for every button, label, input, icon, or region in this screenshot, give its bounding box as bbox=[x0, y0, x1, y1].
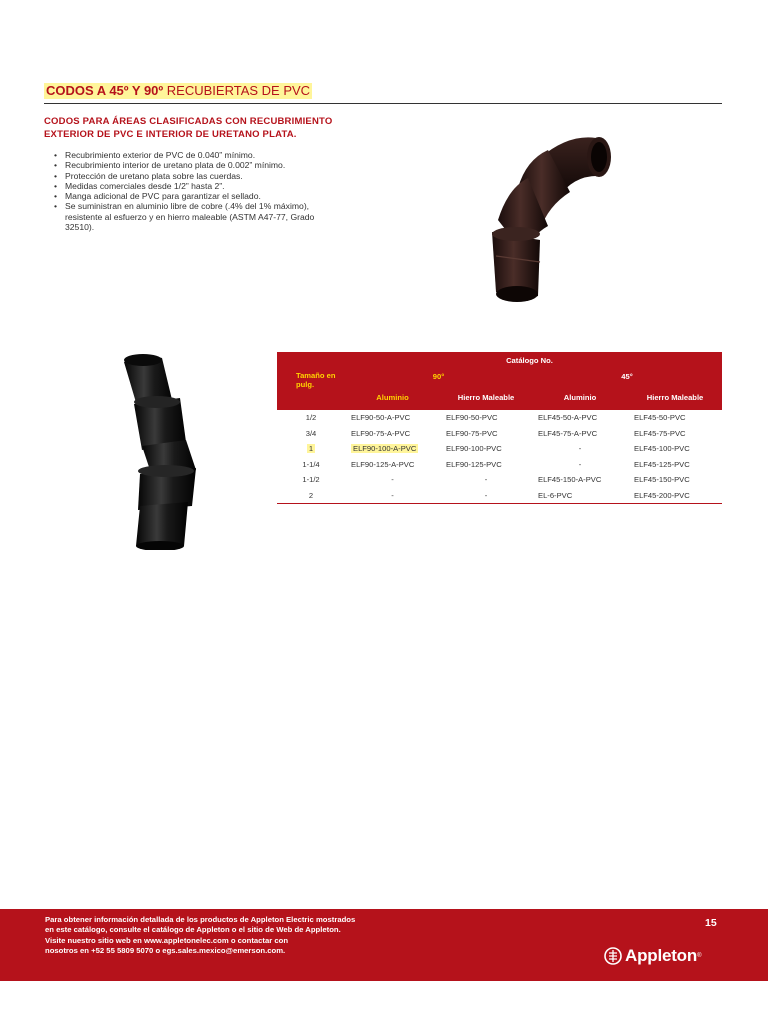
table-row bbox=[277, 457, 722, 473]
page-title bbox=[44, 83, 312, 99]
elbow-90-photo bbox=[478, 128, 618, 308]
feature-item: • Medidas comerciales desde 1/2” hasta 2”. bbox=[54, 181, 344, 191]
catalog-cell: - bbox=[391, 475, 394, 485]
catalog-cell: ELF45-75-PVC bbox=[634, 428, 686, 438]
size-cell: 1-1/4 bbox=[302, 459, 320, 469]
hierro-45-header: Hierro Maleable bbox=[628, 384, 722, 410]
catalog-cell: ELF90-50-PVC bbox=[446, 413, 498, 423]
catalog-cell: ELF90-125-A-PVC bbox=[351, 459, 415, 469]
feature-item: • Recubrimiento exterior de PVC de 0.040” mínimo. bbox=[54, 150, 344, 160]
catalog-cell: ELF45-150-A-PVC bbox=[538, 475, 602, 485]
deg90-header: 90° bbox=[345, 369, 532, 384]
catalog-cell: ELF90-125-PVC bbox=[446, 459, 502, 469]
table-row bbox=[277, 488, 722, 504]
size-header: Tamaño en pulg. bbox=[277, 369, 345, 410]
catalog-cell: ELF45-50-A-PVC bbox=[538, 413, 598, 423]
registered-mark: ® bbox=[697, 953, 702, 959]
catalog-cell: ELF45-150-PVC bbox=[634, 475, 690, 485]
catalog-cell: - bbox=[440, 488, 532, 504]
footer-line: Visite nuestro sitio web en www.appletonelec.com o contactar con bbox=[45, 935, 289, 945]
page-number: 15 bbox=[705, 917, 717, 929]
catalog-cell: ELF45-125-PVC bbox=[634, 459, 690, 469]
size-cell: 1/2 bbox=[305, 413, 317, 423]
footer-line: nosotros en +52 55 5809 5070 o egs.sales.mexico@emerson.com. bbox=[45, 945, 286, 955]
feature-item: • Manga adicional de PVC para garantizar el sellado. bbox=[54, 191, 344, 201]
aluminio-45-header: Aluminio bbox=[532, 384, 628, 410]
page-title-bold: CODOS A 45º Y 90º bbox=[46, 83, 164, 98]
appleton-logo bbox=[604, 945, 701, 967]
catalog-table-container bbox=[277, 352, 722, 504]
catalog-cell: ELF45-75-A-PVC bbox=[538, 428, 598, 438]
catalog-cell: ELF90-100-PVC bbox=[446, 444, 502, 454]
catalog-cell: ELF45-200-PVC bbox=[628, 488, 722, 504]
footer-line: Para obtener información detallada de los productos de Appleton Electric mostrados bbox=[45, 915, 356, 924]
aluminio-90-header: Aluminio bbox=[345, 384, 440, 410]
feature-item: • Se suministran en aluminio libre de cobre (.4% del 1% máximo), resistente al esfuerzo y en hierro maleable (ASTM A47-77, Grado 32510). bbox=[54, 201, 344, 232]
table-row bbox=[277, 410, 722, 426]
feature-list bbox=[54, 150, 344, 232]
catalog-cell: ELF45-50-PVC bbox=[634, 413, 686, 423]
catalog-header: Catálogo No. bbox=[277, 352, 722, 369]
catalog-cell: - bbox=[578, 444, 582, 454]
catalog-cell: ELF90-50-A-PVC bbox=[351, 413, 411, 423]
footer bbox=[0, 909, 768, 981]
appleton-logo-icon bbox=[604, 947, 622, 965]
size-highlight: 1 bbox=[308, 444, 314, 454]
size-cell: 3/4 bbox=[305, 428, 317, 438]
page-title-rest: RECUBIERTAS DE PVC bbox=[163, 83, 311, 98]
table-row bbox=[277, 441, 722, 457]
elbow-45-photo bbox=[100, 350, 220, 550]
catalog-highlight: ELF90-100-A-PVC bbox=[353, 444, 417, 454]
catalog-table bbox=[277, 352, 722, 504]
section-subtitle: CODOS PARA ÁREAS CLASIFICADAS CON RECUBRIMIENTO EXTERIOR DE PVC E INTERIOR DE URETANO PLATA. bbox=[44, 116, 333, 140]
catalog-cell: - bbox=[578, 459, 582, 469]
size-cell bbox=[277, 441, 345, 457]
catalog-cell bbox=[345, 441, 440, 457]
catalog-cell: ELF45-100-PVC bbox=[634, 444, 690, 454]
table-row bbox=[277, 426, 722, 442]
table-row bbox=[277, 472, 722, 488]
deg45-header: 45° bbox=[532, 369, 722, 384]
catalog-cell: ELF90-75-A-PVC bbox=[351, 428, 411, 438]
footer-line: en este catálogo, consulte el catálogo de Appleton o el sitio de Web de Appleton. bbox=[45, 925, 341, 935]
catalog-cell: ELF90-75-PVC bbox=[446, 428, 498, 438]
title-bar bbox=[44, 83, 722, 104]
logo-wordmark: Appleton bbox=[625, 946, 698, 965]
catalog-cell: EL-6-PVC bbox=[532, 488, 628, 504]
hierro-90-header: Hierro Maleable bbox=[440, 384, 532, 410]
feature-item: • Recubrimiento interior de uretano plata de 0.002” mínimo. bbox=[54, 160, 344, 170]
footer-text bbox=[45, 915, 385, 956]
feature-item: • Protección de uretano plata sobre las cuerdas. bbox=[54, 171, 344, 181]
catalog-cell: - bbox=[484, 475, 488, 485]
catalog-cell: - bbox=[345, 488, 440, 504]
size-cell: 1-1/2 bbox=[302, 475, 320, 485]
size-cell: 2 bbox=[277, 488, 345, 504]
